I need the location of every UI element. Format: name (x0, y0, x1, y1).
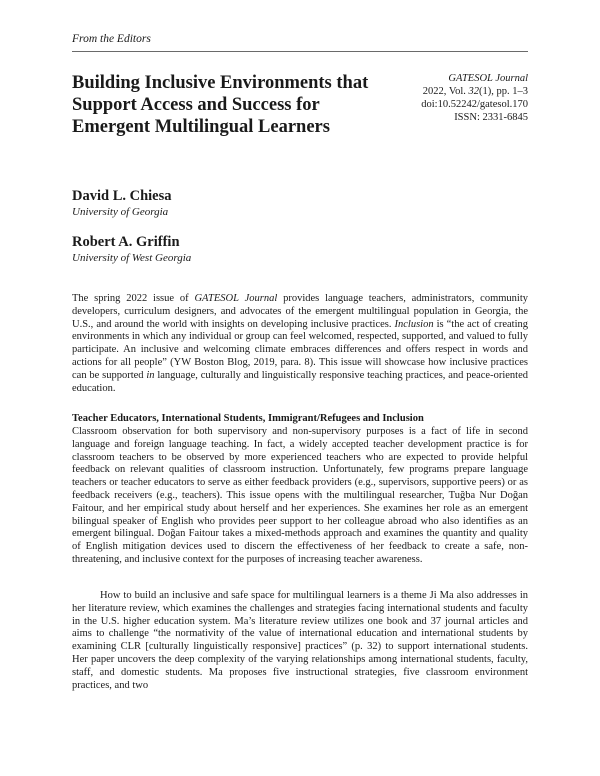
intro-text: provides language teachers, administrators, community developers, curriculum designers, and advocates of the emergent multilingual population in Georgia, the U.S., and around the world with insights on developing inclusive practices. (72, 293, 528, 330)
intro-emphasis-in: in (146, 369, 155, 381)
author-name: Robert A. Griffin (72, 234, 180, 250)
journal-volume-line (358, 85, 528, 98)
journal-volume: 32 (468, 86, 479, 97)
article-title: Building Inclusive Environments that Support Access and Success for Emergent Multilingual Learners (72, 73, 369, 137)
intro-paragraph (72, 293, 528, 395)
intro-text: language, culturally and linguistically responsive teaching practices, and peace-oriented education. (72, 369, 528, 394)
author-name: David L. Chiesa (72, 188, 172, 204)
journal-year: 2022, Vol. (422, 86, 469, 97)
author-affiliation: University of Georgia (72, 206, 169, 218)
intro-text: The spring 2022 issue of (72, 293, 195, 304)
intro-term-inclusion: Inclusion (394, 318, 434, 330)
intro-text: is “the act of creating environments in which any individual or group can feel welcomed, respected, supported, and valued to fully participate. An inclusive and welcoming climate embraces differences and offers respect in words and actions for all people” (YW Boston Blog, 2019, para. 8). This issue will showcase how inclusive practices can be supported (72, 318, 528, 381)
header-rule (72, 51, 528, 52)
intro-journal-name: GATESOL Journal (194, 293, 278, 304)
section-label: From the Editors (72, 33, 151, 45)
body-paragraph: How to build an inclusive and safe space for multilingual learners is a theme Ji Ma also addresses in her literature review, which examines the challenges and strategies facing international students and faculty in the U.S. higher education system. Ma’s literature review utilizes one book and 37 journal articles and aims to challenge “the normativity of the value of international education and international students by examining CLR [culturally linguistically responsive] practices” (p. 32) to support international students. Her paper uncovers the deep complexity of the varying relationships among international students, faculty, staff, and domestic students. Ma proposes five instructional strategies, five classroom environment practices, and two (72, 590, 528, 691)
journal-doi: doi:10.52242/gatesol.170 (421, 99, 528, 110)
journal-name: GATESOL Journal (448, 73, 528, 84)
author-affiliation: University of West Georgia (72, 252, 192, 264)
journal-issn: ISSN: 2331-6845 (454, 112, 528, 123)
author-block (72, 188, 172, 219)
author-block (72, 234, 191, 265)
body-paragraph: Classroom observation for both supervisory and non-supervisory purposes is a fact of life in second language and foreign language teaching. In fact, a widely accepted teacher development practice is for classroom teachers to be observed by more experienced teachers who are expected to provide helpful feedback on relevant qualities of classroom instruction. Unfortunately, few programs prepare language teachers or teacher educators to serve as either feedback providers (e.g., supervisors, supportive peers) or as feedback receivers (e.g., teachers). This issue opens with the multilingual researcher, Tuğba Nur Doğan Faitour, and her empirical study about herself and her experiences. She examines her role as an emergent bilingual speaker of English who provides peer support to her colleague abroad who also identifies as an emergent bilingual. Doğan Faitour takes a mixed-methods approach and examines the quantity and quality of English mitigation devices used to discern the effectiveness of her feedback to create a safe, non-threatening, and inclusive context for the purposes of increasing teacher awareness. (72, 426, 528, 565)
journal-info (358, 72, 528, 124)
journal-issue-pages: (1), pp. 1–3 (479, 86, 528, 97)
section-heading: Teacher Educators, International Students, Immigrant/Refugees and Inclusion (72, 413, 424, 424)
